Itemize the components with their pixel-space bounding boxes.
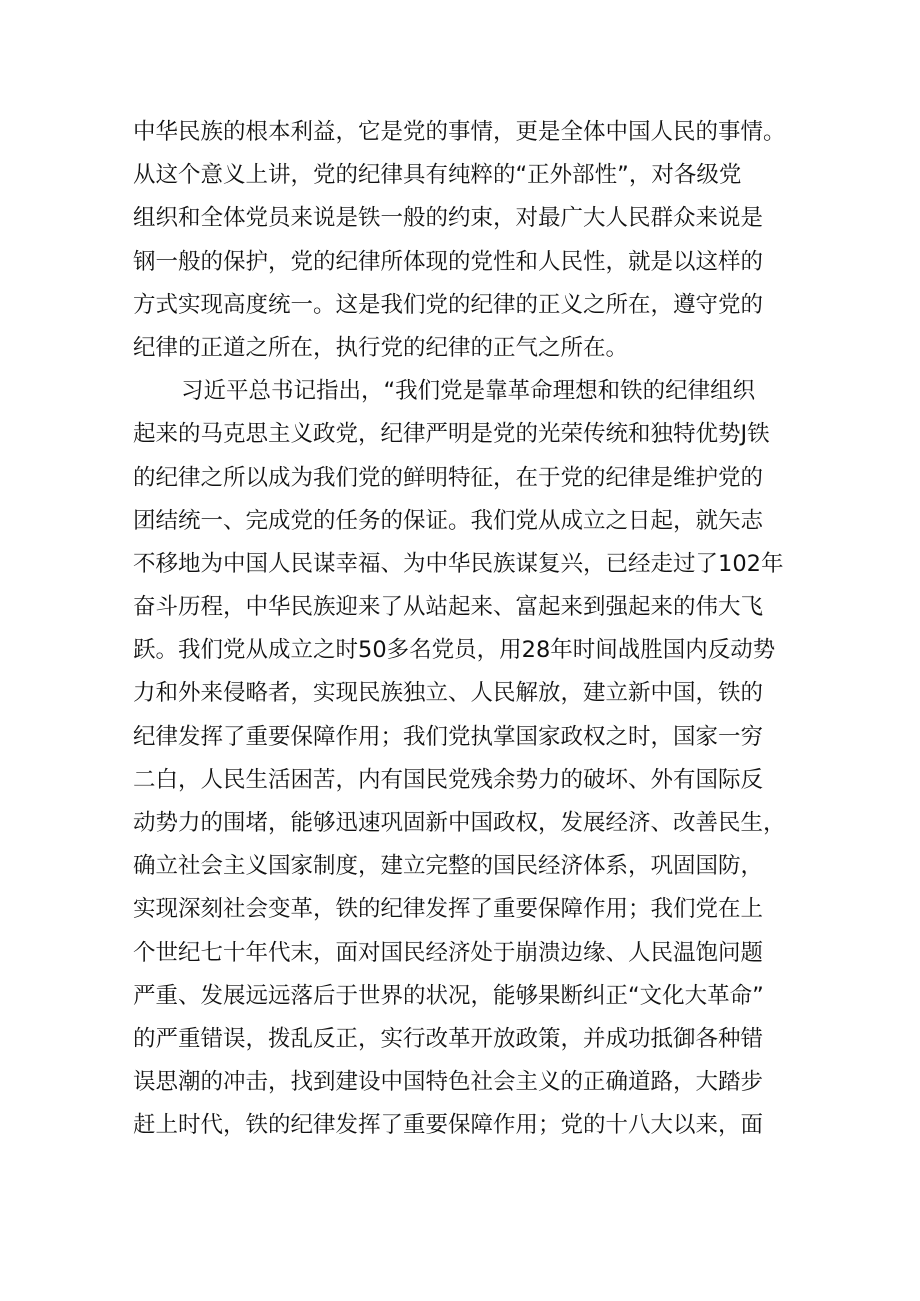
text-line: 二白，人民生活困苦，内有国民党残余势力的破坏、外有国际反 [133,766,764,793]
text-line: 习近平总书记指出，“我们党是靠革命理想和铁的纪律组织 [181,378,756,405]
text-line: 纪律的正道之所在，执行党的纪律的正气之所在。 [133,334,629,361]
paragraph-1 [133,111,793,370]
text-line: 确立社会主义国家制度，建立完整的国民经济体系，巩固国防， [133,853,764,880]
text-line: 奋斗历程，中华民族迎来了从站起来、富起来到强起来的伟大飞 [133,594,764,621]
text-line: 个世纪七十年代末，面对国民经济处于崩溃边缘、人民温饱问题 [133,939,764,966]
text-line: 的严重错误，拨乱反正，实行改革开放政策，并成功抵御各种错 [133,1025,764,1052]
text-line: 实现深刻社会变革，铁的纪律发挥了重要保障作用；我们党在上 [133,896,764,923]
text-line: 动势力的围堵，能够迅速巩固新中国政权，发展经济、改善民生， [133,810,786,836]
text-line: 误思潮的冲击，找到建设中国特色社会主义的正确道路，大踏步 [133,1069,764,1096]
text-line: 纪律发挥了重要保障作用；我们党执掌国家政权之时，国家一穷 [133,723,764,750]
text-line: 的纪律之所以成为我们党的鲜明特征，在于党的纪律是维护党的 [133,464,764,491]
text-line: 中华民族的根本利益，它是党的事情，更是全体中国人民的事情。 [133,119,786,145]
text-line: 方式实现高度统一。这是我们党的纪律的正义之所在，遵守党的 [133,291,764,318]
text-line: 不移地为中国人民谋幸福、为中华民族谋复兴，已经走过了102年 [133,550,784,577]
text-line: 跃。我们党从成立之时50多名党员，用28年时间战胜国内反动势 [133,637,776,664]
text-line: 起来的马克思主义政党，纪律严明是党的光荣传统和独特优势J铁 [133,421,770,448]
text-line: 团结统一、完成党的任务的保证。我们党从成立之日起，就矢志 [133,507,764,534]
text-line: 力和外来侵略者，实现民族独立、人民解放，建立新中国，铁的 [133,680,764,707]
body-text [133,111,793,1148]
text-line: 从这个意义上讲，党的纪律具有纯粹的“正外部性”，对各级党 [133,162,742,189]
text-line: 严重、发展远远落后于世界的状况，能够果断纠正“文化大革命” [133,982,764,1009]
paragraph-2 [133,370,793,1147]
text-line: 组织和全体党员来说是铁一般的约束，对最广大人民群众来说是 [133,205,764,232]
text-line: 钢一般的保护，党的纪律所体现的党性和人民性，就是以这样的 [133,248,764,275]
text-line: 赶上时代，铁的纪律发挥了重要保障作用；党的十八大以来，面 [133,1112,764,1139]
